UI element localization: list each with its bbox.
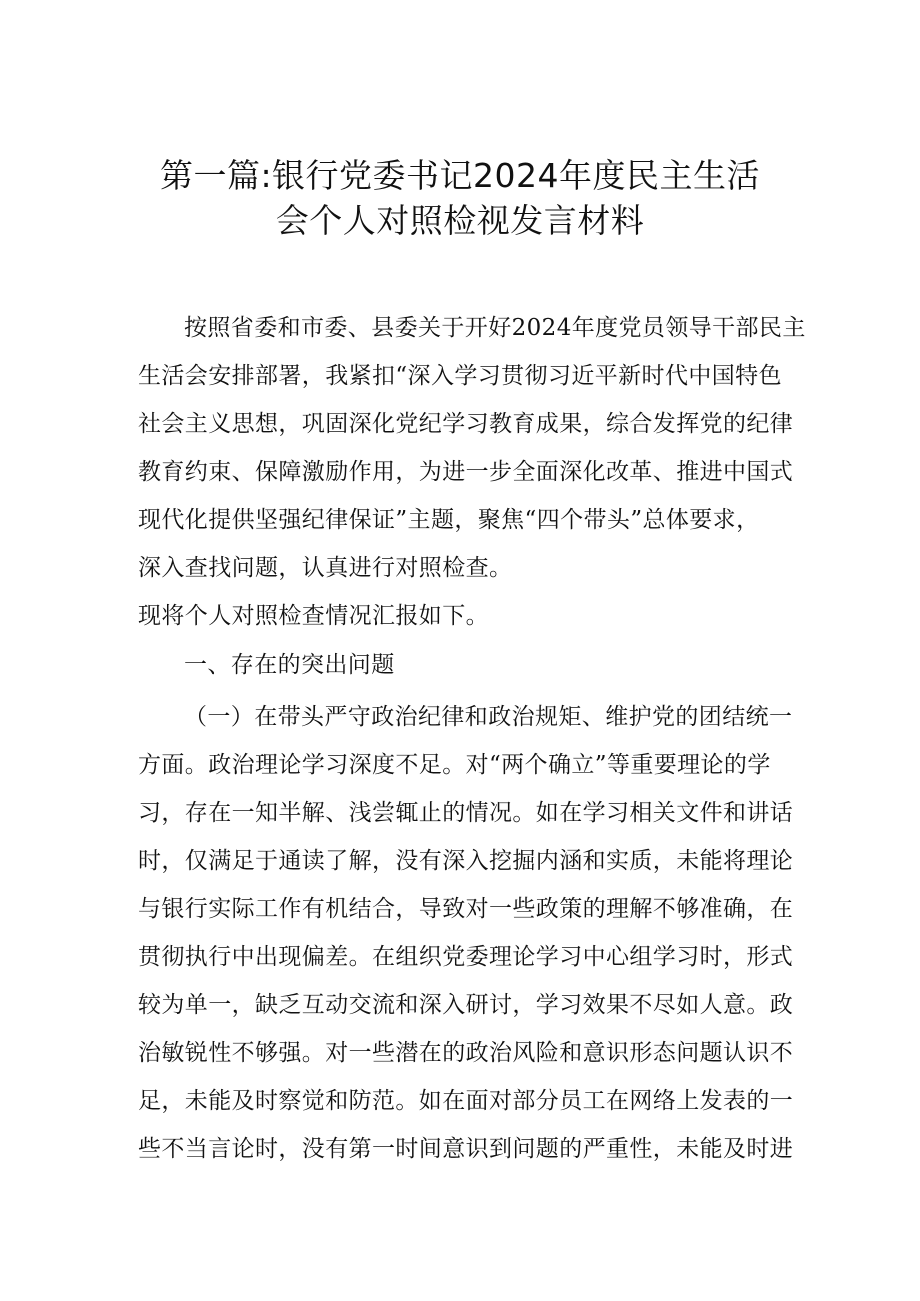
body-line: （一）在带头严守政治纪律和政治规矩、维护党的团结统一: [184, 704, 793, 730]
intro-line: 教育约束、保障激励作用，为进一步全面深化改革、推进中国式: [138, 459, 794, 485]
body-line: 治敏锐性不够强。对一些潜在的政治风险和意识形态问题认识不: [138, 1040, 794, 1066]
body-line: 较为单一，缺乏互动交流和深入研讨，学习效果不尽如人意。政: [138, 992, 794, 1018]
body-line: 与银行实际工作有机结合，导致对一些政策的理解不够准确，在: [138, 896, 794, 922]
body-line: 足，未能及时察觉和防范。如在面对部分员工在网络上发表的一: [138, 1088, 794, 1114]
intro-line: 社会主义思想，巩固深化党纪学习教育成果，综合发挥党的纪律: [138, 411, 794, 437]
body-line: 时，仅满足于通读了解，没有深入挖掘内涵和实质，未能将理论: [138, 848, 794, 874]
body-line: 方面。政治理论学习深度不足。对“两个确立”等重要理论的学: [138, 752, 771, 778]
body-line: 贯彻执行中出现偏差。在组织党委理论学习中心组学习时，形式: [138, 944, 794, 970]
intro-line: 现将个人对照检查情况汇报如下。: [138, 603, 489, 629]
body-line: 习，存在一知半解、浅尝辄止的情况。如在学习相关文件和讲话: [138, 800, 794, 826]
document-title-line-2: 会个人对照检视发言材料: [275, 201, 645, 240]
section-heading: 一、存在的突出问题: [184, 652, 395, 678]
intro-line: 按照省委和市委、县委关于开好2024年度党员领导干部民主: [184, 315, 806, 341]
intro-line: 深入查找问题，认真进行对照检查。: [138, 555, 513, 581]
intro-line: 生活会安排部署，我紧扣“深入学习贯彻习近平新时代中国特色: [138, 363, 782, 389]
document-title-line-1: 第一篇:银行党委书记2024年度民主生活: [159, 156, 761, 195]
body-line: 些不当言论时，没有第一时间意识到问题的严重性，未能及时进: [138, 1136, 794, 1162]
intro-line: 现代化提供坚强纪律保证”主题，聚焦“四个带头”总体要求，: [138, 507, 760, 533]
